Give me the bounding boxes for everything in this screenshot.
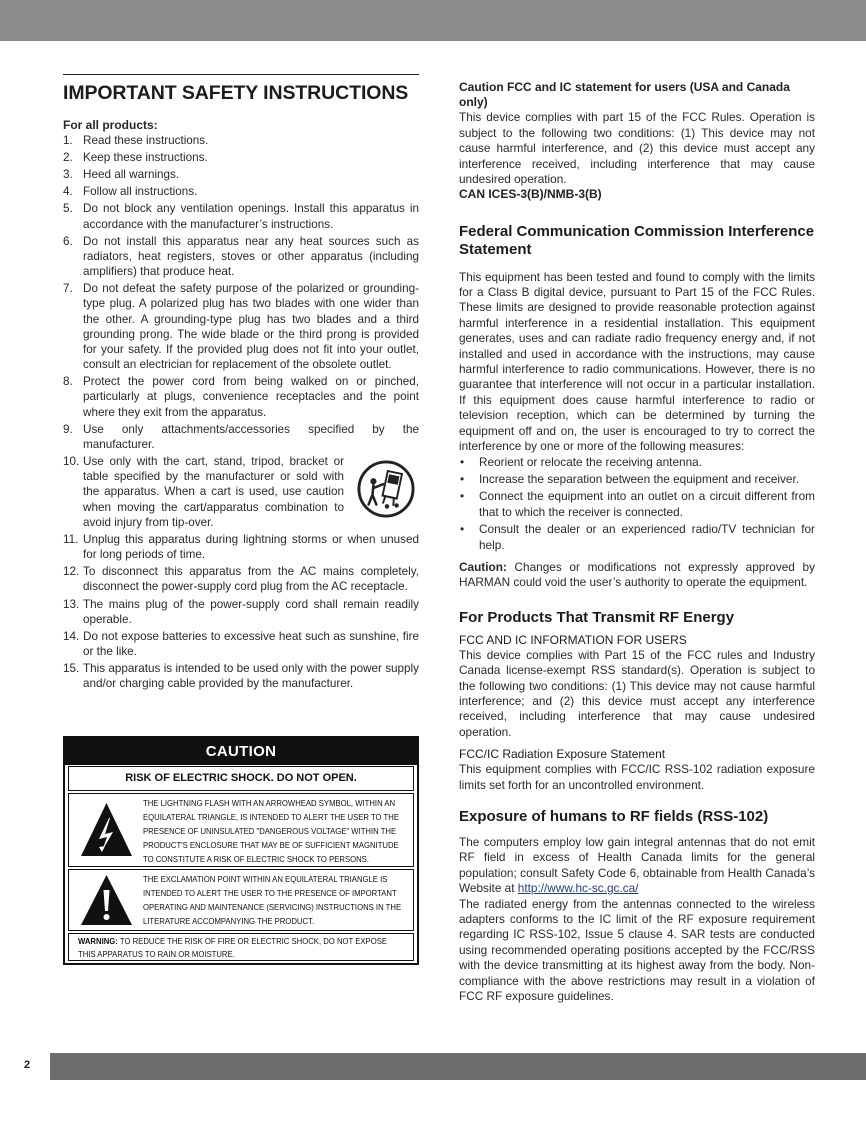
list-item: 3. Heed all warnings. [63, 168, 180, 182]
list-item: 12. To disconnect this apparatus from the AC mains completely, disconnect the power-supply cord plug from the AC receptacle. [63, 565, 419, 594]
list-item: 5. Do not block any ventilation openings. Install this apparatus in accordance with the manufacturer’s instructions. [63, 202, 419, 231]
caution-label: Caution: [459, 559, 507, 574]
fcc-ic-text: This device complies with part 15 of the FCC Rules. Operation is subject to the following two conditions: (1) This device may not cause harmful interference, and (2) this device must accept any interference received, including interference that may cause undesired operation. [459, 110, 815, 187]
rf-fields-heading: Exposure of humans to RF fields (RSS-102) [459, 808, 769, 826]
list-item: 13. The mains plug of the power-supply cord shall remain readily operable. [63, 597, 419, 626]
page-number: 2 [24, 1059, 31, 1071]
measures-list [459, 455, 815, 553]
fcc-interference-text: This equipment has been tested and found to comply with the limits for a Class B digital device, pursuant to Part 15 of the FCC Rules. These limits are designed to provide reasonable protection against harmful interference in a residential installation. This equipment generates, uses and can radiate radio frequency energy and, if not installed and used in accordance with the instructions, may cause harmful interference to radio communications. However, there is no guarantee that interference will not occur in a particular installation. If this equipment does cause harmful interference to radio or television reception, which can be determined by turning the equipment off and on, the user is encouraged to try to correct the interference by one or more of the following measures: [459, 269, 815, 454]
list-item: 1. Read these instructions. [63, 134, 209, 147]
lightning-warning-row [68, 793, 414, 867]
warning-label: WARNING: [78, 936, 118, 946]
list-item: 8. Protect the power cord from being walked on or pinched, particularly at plugs, convenience receptacles and the point where they exit from the apparatus. [63, 375, 419, 419]
lightning-triangle-icon [79, 801, 134, 859]
rf-fields-text-1: The computers employ low gain integral antennas that do not emit RF field in excess of Health Canada limits for the general population; consult Safety Code 6, obtainable from Health Canada’s Website at http://www.hc-sc.gc.ca/ [459, 835, 815, 896]
rain-warning-row [68, 933, 414, 961]
fcc-ic-info-subheading: FCC AND IC INFORMATION FOR USERS [459, 632, 687, 647]
rf-fields-text-2: The radiated energy from the antennas connected to the wireless adapters conforms to the IC limit of the RF exposure requirement regarding IC RSS-102, Issue 5 clause 4. SAR tests are conducted using recommended operating positions accepted by the FCC/RSS with the device transmitting at its highest away from the body. Non-compliance with the above restrictions may result in a violation of FCC RF exposure guidelines. [459, 896, 815, 1004]
caution-header: CAUTION [65, 738, 417, 765]
rf-energy-heading: For Products That Transmit RF Energy [459, 608, 735, 626]
list-item: 6. Do not install this apparatus near any heat sources such as radiators, heat registers, stoves or other apparatus (including amplifiers) that produce heat. [63, 234, 419, 279]
for-all-products-label: For all products: [63, 118, 158, 132]
risk-of-shock-label: RISK OF ELECTRIC SHOCK. DO NOT OPEN. [68, 766, 414, 791]
header-bar [0, 0, 866, 41]
footer-bar [50, 1053, 866, 1080]
list-item: 2. Keep these instructions. [63, 151, 208, 165]
list-item: • Consult the dealer or an experienced radio/TV technician for help. [459, 522, 815, 553]
list-item: • Increase the separation between the equipment and receiver. [459, 472, 815, 487]
list-item: • Connect the equipment into an outlet on a circuit different from that to which the receiver is connected. [459, 489, 815, 520]
list-item: 4. Follow all instructions. [63, 185, 198, 199]
radiation-exposure-subheading: FCC/IC Radiation Exposure Statement [459, 747, 666, 762]
rf-energy-text: This device complies with Part 15 of the FCC rules and Industry Canada license-exempt RSS standard(s). Operation is subject to the following two conditions: (1) This device may not cause harmful interference; and (2) this device must accept any interference received, including interference that may cause undesired operation. [459, 647, 815, 739]
fcc-ic-heading: Caution FCC and IC statement for users (USA and Canada only) [459, 80, 790, 110]
fcc-interference-heading: Federal Communication Commission Interference Statement [459, 222, 815, 258]
caution-box [63, 736, 419, 965]
warning-text: TO REDUCE THE RISK OF FIRE OR ELECTRIC SHOCK, DO NOT EXPOSE THIS APPARATUS TO RAIN OR MOISTURE. [78, 936, 387, 959]
list-item: 10. Use only with the cart, stand, tripod, bracket or table specified by the manufacturer or sold with the apparatus. When a cart is used, use caution when moving the cart/apparatus combination to avoid injury from tip-over. [63, 454, 419, 530]
list-item: 9. Use only attachments/accessories specified by the manufacturer. [63, 422, 419, 451]
instructions-list [63, 133, 419, 692]
title-rule [63, 74, 419, 75]
exclamation-warning-text: THE EXCLAMATION POINT WITHIN AN EQUILATERAL TRIANGLE IS INTENDED TO ALERT THE USER TO THE PRESENCE OF IMPORTANT OPERATING AND MAINTENANCE (SERVICING) INSTRUCTIONS IN THE LITERATURE ACCOMPANYING THE PRODUCT. [143, 874, 402, 926]
page-title: IMPORTANT SAFETY INSTRUCTIONS [63, 82, 409, 104]
can-ices-label: CAN ICES-3(B)/NMB-3(B) [459, 187, 602, 202]
cart-tipover-icon [357, 460, 415, 518]
exclamation-warning-row [68, 869, 414, 931]
health-canada-link[interactable]: http://www.hc-sc.gc.ca/ [517, 881, 639, 896]
right-column [459, 80, 815, 1004]
left-column [63, 74, 419, 693]
caution-paragraph [459, 560, 815, 591]
list-item: 14. Do not expose batteries to excessive heat such as sunshine, fire or the like. [63, 629, 419, 659]
list-item: 7. Do not defeat the safety purpose of the polarized or grounding-type plug. A polarized plug has two blades with one wider than the other. A grounding-type plug has two blades and a third grounding prong. The wide blade or the third prong is provided for your safety. If the provided plug does not fit into your outlet, consult an electrician for replacement of the obsolete outlet. [63, 282, 419, 372]
list-item: 11. Unplug this apparatus during lightning storms or when unused for long periods of time. [63, 532, 419, 562]
lightning-warning-text: THE LIGHTNING FLASH WITH AN ARROWHEAD SYMBOL, WITHIN AN EQUILATERAL TRIANGLE, IS INTENDED TO ALERT THE USER TO THE PRESENCE OF UNINSULATED "DANGEROUS VOLTAGE" WITHIN THE PRODUCT'S ENCLOSURE THAT MAY BE OF SUFFICIENT MAGNITUDE TO CONSTITUTE A RISK OF ELECTRIC SHOCK TO PERSONS. [143, 798, 399, 864]
caution-text: Changes or modifications not expressly approved by HARMAN could void the user’s authority to operate the equipment. [459, 559, 815, 590]
list-item: 15. This apparatus is intended to be used only with the power supply and/or charging cable provided by the manufacturer. [63, 662, 419, 691]
exclamation-triangle-icon [79, 873, 134, 927]
list-item: • Reorient or relocate the receiving antenna. [459, 455, 815, 470]
radiation-exposure-text: This equipment complies with FCC/IC RSS-102 radiation exposure limits set forth for an uncontrolled environment. [459, 762, 815, 792]
